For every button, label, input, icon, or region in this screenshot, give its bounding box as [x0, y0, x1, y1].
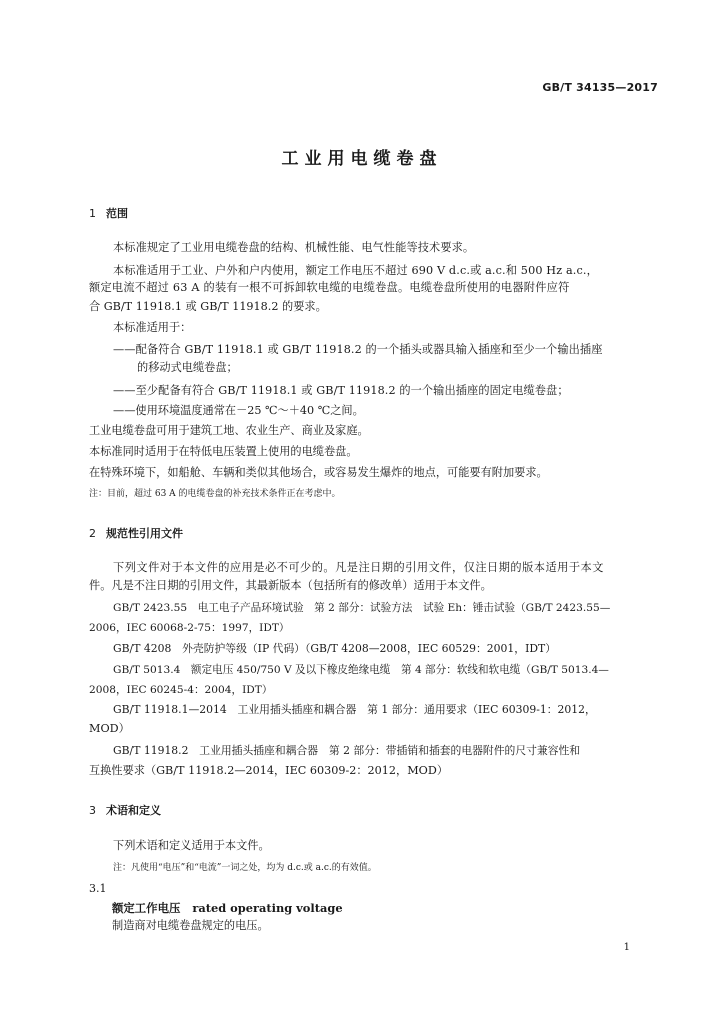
paragraph-line: 工业电缆卷盘可用于建筑工地、农业生产、商业及家庭。 [89, 424, 369, 437]
section-title: 规范性引用文件 [106, 527, 183, 540]
reference-entry-continuation: 2006，IEC 60068-2-75：1997，IDT） [89, 622, 290, 634]
section-number: 1 [89, 207, 96, 220]
reference-entry-continuation: 2008，IEC 60245-4：2004，IDT） [89, 684, 273, 696]
list-item: ——配备符合 GB/T 11918.1 或 GB/T 11918.2 的一个插头或器具输入插座和至少一个输出插座 [113, 343, 603, 356]
term-chinese: 额定工作电压 [112, 901, 181, 915]
reference-entry: GB/T 2423.55 电工电子产品环境试验 第 2 部分：试验方法 试验 Eh：锤击试验（GB/T 2423.55— [113, 602, 611, 614]
paragraph-line: 在特殊环境下，如船舱、车辆和类似其他场合，或容易发生爆炸的地点，可能要有附加要求。 [89, 466, 548, 479]
reference-entry: GB/T 11918.1—2014 工业用插头插座和耦合器 第 1 部分：通用要求（IEC 60309-1：2012， [113, 703, 596, 716]
paragraph-line: 额定电流不超过 63 A 的装有一根不可拆卸软电缆的电缆卷盘。电缆卷盘所使用的电器附件应符 [89, 281, 570, 294]
standard-code: GB/T 34135—2017 [542, 81, 658, 94]
term-english: rated operating voltage [192, 901, 343, 915]
list-item: ——使用环境温度通常在－25 ℃～＋40 ℃之间。 [113, 404, 364, 417]
section-title: 术语和定义 [106, 804, 161, 817]
paragraph-line: 下列术语和定义适用于本文件。 [113, 839, 270, 852]
note: 注：目前，超过 63 A 的电缆卷盘的补充技术条件正在考虑中。 [89, 489, 341, 499]
paragraph-line: 本标准规定了工业用电缆卷盘的结构、机械性能、电气性能等技术要求。 [113, 241, 475, 254]
paragraph-line: 件。凡是不注日期的引用文件，其最新版本（包括所有的修改单）适用于本文件。 [89, 579, 492, 592]
paragraph-line: 本标准适用于： [113, 321, 192, 334]
section-number: 3 [89, 804, 96, 817]
reference-entry: GB/T 11918.2 工业用插头插座和耦合器 第 2 部分：带插销和插套的电器附件的尺寸兼容性和 [113, 744, 581, 757]
list-item: ——至少配备有符合 GB/T 11918.1 或 GB/T 11918.2 的一个输出插座的固定电缆卷盘； [113, 384, 569, 397]
section-number: 2 [89, 527, 96, 540]
term-entry [112, 900, 343, 916]
section-3-heading [89, 802, 161, 818]
page-number: 1 [623, 942, 630, 953]
paragraph-line: 本标准适用于工业、户外和户内使用，额定工作电压不超过 690 V d.c.或 a.c.和 500 Hz a.c.， [113, 264, 598, 277]
section-2-heading [89, 525, 183, 541]
note: 注：凡使用“电压”和“电流”一词之处，均为 d.c.或 a.c.的有效值。 [113, 863, 377, 873]
paragraph-line: 合 GB/T 11918.1 或 GB/T 11918.2 的要求。 [89, 300, 327, 313]
term-definition: 制造商对电缆卷盘规定的电压。 [112, 919, 269, 932]
reference-entry: GB/T 4208 外壳防护等级（IP 代码）（GB/T 4208—2008，IEC 60529：2001，IDT） [113, 642, 556, 655]
list-item-continuation: 的移动式电缆卷盘； [137, 361, 238, 374]
paragraph-line: 本标准同时适用于在特低电压装置上使用的电缆卷盘。 [89, 445, 358, 458]
reference-entry-continuation: 互换性要求（GB/T 11918.2—2014，IEC 60309-2：2012，MOD） [89, 764, 449, 777]
section-1-heading [89, 205, 128, 221]
reference-entry-continuation: MOD） [89, 722, 130, 735]
document-title: 工业用电缆卷盘 [281, 149, 443, 169]
paragraph-line: 下列文件对于本文件的应用是必不可少的。凡是注日期的引用文件，仅注日期的版本适用于本文 [113, 561, 604, 574]
reference-entry: GB/T 5013.4 额定电压 450/750 V 及以下橡皮绝缘电缆 第 4 部分：软线和软电缆（GB/T 5013.4— [113, 664, 609, 676]
section-title: 范围 [106, 207, 128, 220]
term-number: 3.1 [89, 882, 107, 895]
